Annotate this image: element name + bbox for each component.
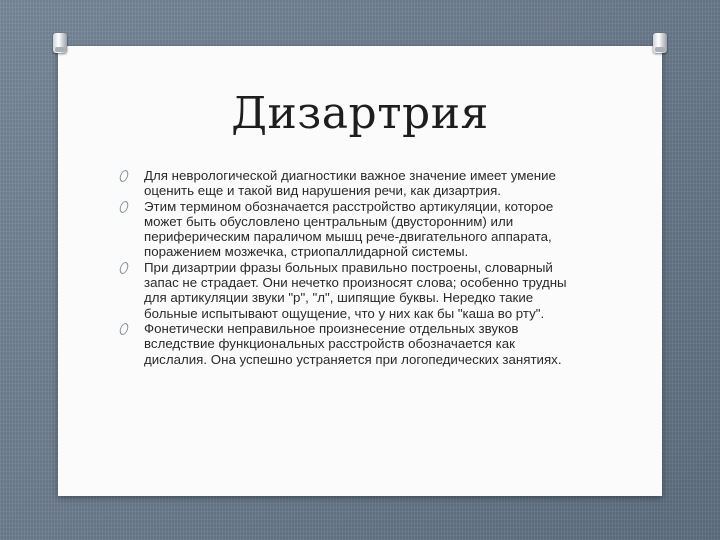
slide-title: Дизартрия: [231, 88, 489, 139]
hollow-o-bullet-icon: [119, 262, 130, 274]
bullet-text: При дизартрии фразы больных правильно построены, словарный запас не страдает. Они нечетко произносят слова; особенно трудны для артикуляции звуки "р", "л", шипящие буквы. Нередко такие больные испытывают ощущение, что у них как бы "каша во рту".: [144, 259, 567, 321]
hollow-o-bullet-icon: [119, 170, 130, 182]
hollow-o-bullet-icon: [119, 323, 130, 335]
bullet-item: [120, 199, 580, 260]
bullet-item: [120, 321, 580, 367]
bullet-text: Этим термином обозначается расстройство артикуляции, которое может быть обусловлено центральным (двусторонним) или периферическим параличом мышц рече-двигательного аппарата, поражением мозжечка, стриопаллидарной системы.: [144, 198, 554, 260]
pin-icon: [653, 33, 667, 53]
bullet-text: Фонетически неправильное произнесение отдельных звуков вследствие функциональных расстройств обозначается как дислалия. Она успешно устраняется при логопедических занятиях.: [144, 320, 562, 367]
bullet-text: Для неврологической диагностики важное значение имеет умение оценить еще и такой вид нарушения речи, как дизартрия.: [144, 168, 556, 199]
pin-icon: [53, 33, 67, 53]
bullet-item: [120, 168, 580, 199]
bullet-item: [120, 260, 580, 321]
bullet-list: [120, 168, 580, 367]
hollow-o-bullet-icon: [119, 201, 130, 213]
